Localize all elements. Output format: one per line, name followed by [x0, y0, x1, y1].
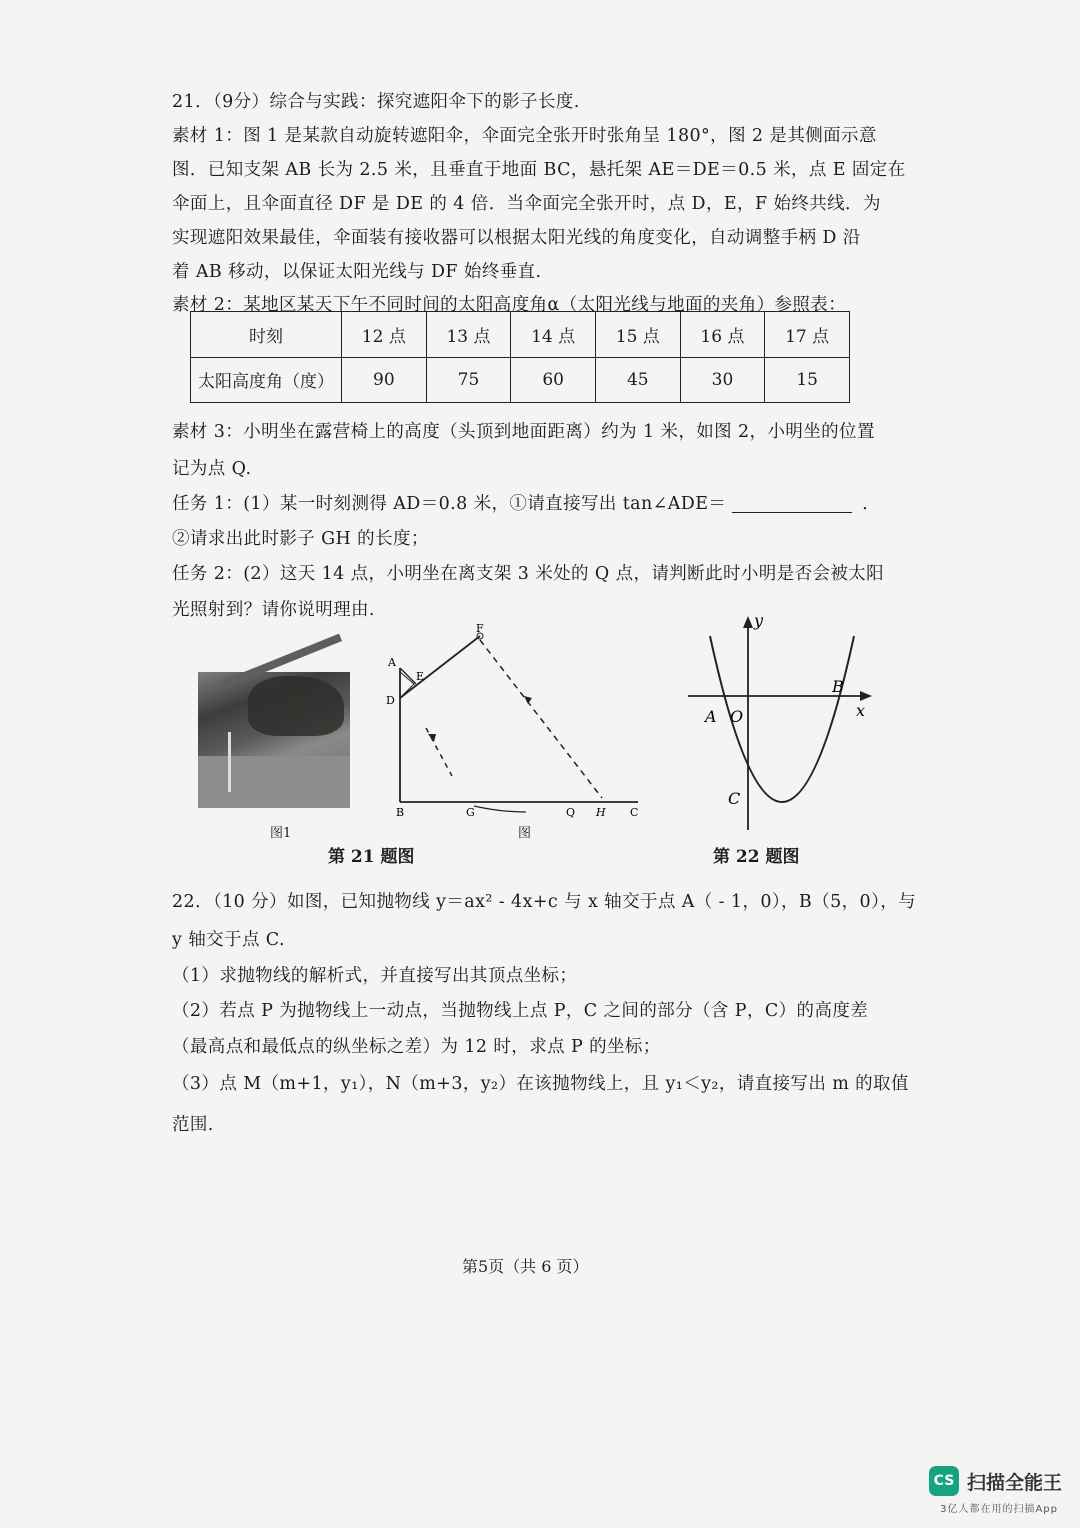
q21-material1-line4: 实现遮阳效果最佳，伞面装有接收器可以根据太阳光线的角度变化，自动调整手柄 D 沿 [172, 228, 861, 248]
q22-line2: y 轴交于点 C. [172, 930, 285, 950]
q21-material2: 素材 2：某地区某天下午不同时间的太阳高度角α（太阳光线与地面的夹角）参照表： [172, 295, 847, 315]
q21-task1-line1 [172, 490, 880, 515]
q21-material3-line2: 记为点 Q. [172, 459, 252, 479]
q22-part2-line2: （最高点和最低点的纵坐标之差）为 12 时，求点 P 的坐标； [172, 1037, 661, 1057]
label-B: B [396, 806, 405, 819]
q21-task2-line1: 任务 2：(2）这天 14 点，小明坐在离支架 3 米处的 Q 点，请判断此时小明是否会被太阳 [172, 564, 885, 584]
task1-text: 任务 1：(1）某一时刻测得 AD＝0.8 米，①请直接写出 tan∠ADE＝ [172, 494, 727, 514]
watermark-name: 扫描全能王 [966, 1471, 1062, 1494]
bracket-AE [400, 668, 416, 684]
table-row [191, 357, 850, 403]
q22-figure-caption: 第 22 题图 [713, 847, 800, 867]
label-y: y [754, 611, 764, 630]
label-F: F [476, 622, 484, 635]
photo-ground [198, 756, 350, 808]
q21-task2-line2: 光照射到？请你说明理由. [172, 600, 375, 620]
table-cell: 15 点 [595, 312, 680, 358]
q21-title: 21．（9分）综合与实践：探究遮阳伞下的影子长度. [172, 92, 580, 112]
q21-figure-caption: 第 21 题图 [328, 847, 415, 867]
arrow-head-1 [524, 696, 532, 704]
watermark-subtitle: 3亿人都在用的扫描App [940, 1504, 1058, 1515]
table-cell: 15 [765, 357, 850, 403]
q21-material1-line2: 图．已知支架 AB 长为 2.5 米，且垂直于地面 BC，悬托架 AE＝DE＝0.5 米，点 E 固定在 [172, 160, 906, 180]
y-axis-arrow [743, 616, 753, 628]
label-Q: Q [566, 806, 576, 819]
q22-part2-line1: （2）若点 P 为抛物线上一动点，当抛物线上点 P，C 之间的部分（含 P，C）的高度差 [172, 1001, 869, 1021]
label-O: O [730, 707, 744, 726]
q21-material1-line1: 素材 1：图 1 是某款自动旋转遮阳伞，伞面完全张开时张角呈 180°，图 2 是其侧面示意 [172, 126, 877, 146]
q22-line1: 22．（10 分）如图，已知抛物线 y＝ax² - 4x+c 与 x 轴交于点 A（ - 1，0），B（5，0），与 [172, 892, 917, 912]
q22-part3-line2: 范围. [172, 1115, 214, 1135]
shadow-curve [474, 806, 526, 812]
q22-part1: （1）求抛物线的解析式，并直接写出其顶点坐标； [172, 966, 578, 986]
table-cell: 30 [680, 357, 765, 403]
photo-tree [248, 676, 344, 736]
label-B: B [832, 677, 844, 696]
q22-part3-line1: （3）点 M（m+1，y₁），N（m+3，y₂）在该抛物线上，且 y₁＜y₂，请直接写出 m 的取值 [172, 1074, 909, 1094]
table-cell: 时刻 [191, 312, 342, 358]
fig1-label: 图1 [270, 826, 292, 841]
label-D: D [386, 694, 395, 707]
table-row [191, 312, 850, 358]
x-axis-arrow [860, 691, 872, 701]
answer-blank [732, 496, 852, 513]
table-cell: 17 点 [765, 312, 850, 358]
q21-material1-line3: 伞面上，且伞面直径 DF 是 DE 的 4 倍．当伞面完全张开时，点 D，E，F 始终共线．为 [172, 194, 881, 214]
label-G: G [466, 806, 475, 819]
photo-pole [228, 732, 231, 792]
table-cell: 13 点 [426, 312, 511, 358]
label-E: E [416, 670, 425, 683]
fig2-label: 图 [518, 826, 532, 841]
table-cell: 90 [342, 357, 427, 403]
label-A: A [388, 656, 396, 669]
task1-end: ． [862, 494, 881, 514]
table-cell: 60 [511, 357, 596, 403]
table-cell: 14 点 [511, 312, 596, 358]
umbrella-diagram [380, 620, 650, 840]
q21-material3-line1: 素材 3：小明坐在露营椅上的高度（头顶到地面距离）约为 1 米，如图 2，小明坐的位置 [172, 422, 875, 442]
page-footer: 第5页（共 6 页） [462, 1257, 589, 1276]
label-C: C [728, 789, 741, 808]
sun-angle-table [190, 311, 850, 403]
label-A: A [705, 707, 717, 726]
table-cell: 45 [595, 357, 680, 403]
umbrella-photo [198, 672, 350, 808]
table-cell: 12 点 [342, 312, 427, 358]
camscanner-logo: CS [929, 1466, 959, 1496]
scanner-watermark [929, 1466, 1062, 1496]
parabola-diagram [680, 608, 880, 832]
label-C: C [630, 806, 639, 819]
arrow-head-2 [428, 734, 436, 742]
q21-task1-line2: ②请求出此时影子 GH 的长度； [172, 529, 429, 549]
sun-ray-FH [480, 640, 602, 798]
table-cell: 太阳高度角（度） [191, 357, 342, 403]
q21-material1-line5: 着 AB 移动，以保证太阳光线与 DF 始终垂直. [172, 262, 542, 282]
table-cell: 16 点 [680, 312, 765, 358]
label-x: x [856, 701, 866, 720]
canopy-DF [400, 636, 480, 698]
label-H: H [596, 806, 606, 819]
table-cell: 75 [426, 357, 511, 403]
